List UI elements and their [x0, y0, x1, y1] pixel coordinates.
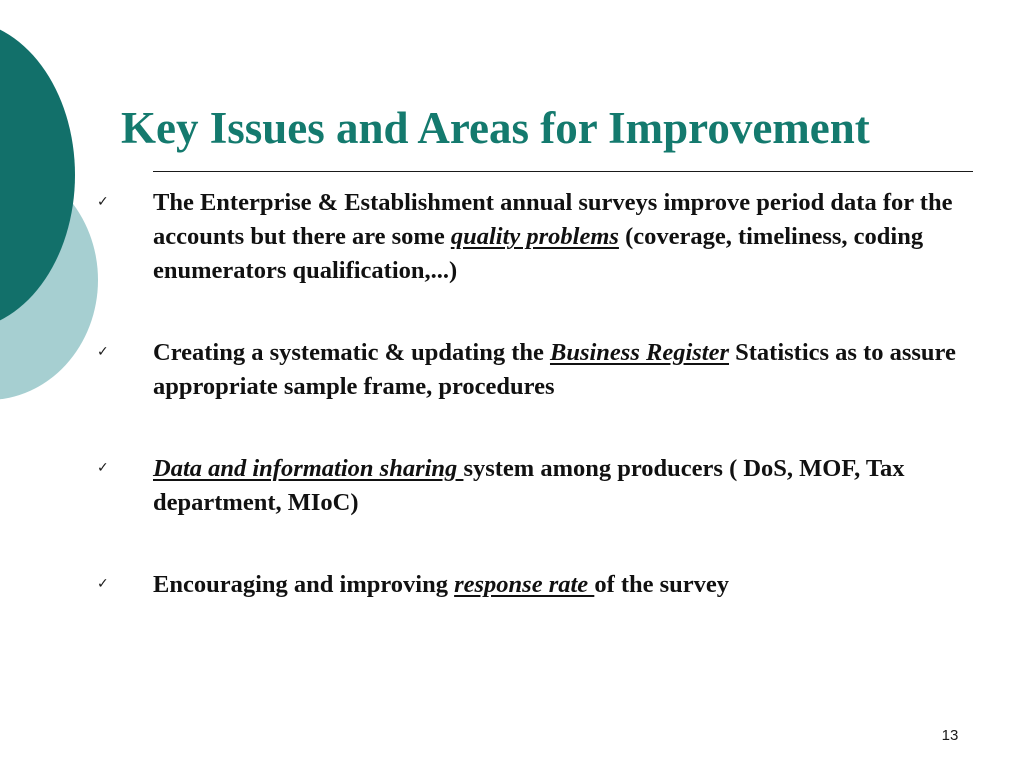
check-icon: ✓ [97, 344, 109, 360]
check-icon: ✓ [97, 576, 109, 592]
bullet-text-segment: (coverage, timeliness, coding enumerators qualification,...) [153, 223, 924, 284]
slide-title: Key Issues and Areas for Improvement [121, 103, 870, 153]
bullet-text-segment: Statistics as to assure appropriate sample frame, procedures [153, 339, 956, 400]
bullet-text [153, 336, 983, 404]
bullet-text [153, 568, 983, 602]
bullet-text-segment: The Enterprise & Establishment annual surveys improve period data for the accounts but there are some [153, 189, 953, 250]
bullet-text [153, 452, 983, 520]
page-number: 13 [941, 727, 959, 744]
check-icon: ✓ [97, 194, 109, 210]
bullet-emphasis: quality problems [450, 223, 619, 250]
bullet-emphasis: Data and information sharing [153, 455, 464, 482]
bullet-text-segment: of the survey [594, 571, 730, 598]
bullet-emphasis: response rate [454, 571, 595, 598]
bullet-text [153, 186, 983, 288]
bullet-text-segment: Encouraging and improving [153, 571, 455, 598]
bullet-text-segment: Creating a systematic & updating the [153, 339, 550, 366]
bullet-emphasis: Business Register [549, 339, 730, 366]
check-icon: ✓ [97, 460, 109, 476]
bullet-text-segment: system among producers ( DoS, MOF, Tax department, MIoC) [153, 455, 905, 516]
